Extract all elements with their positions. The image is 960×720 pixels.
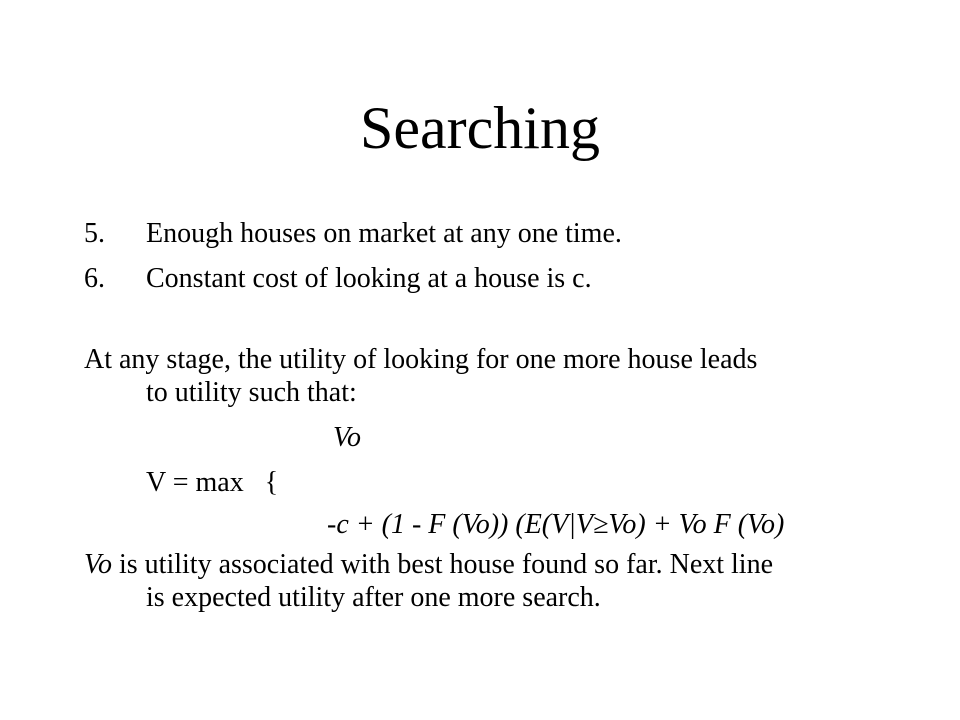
- note-line-1-text: is utility associated with best house found so far. Next line: [112, 549, 774, 580]
- note-line-1: [84, 548, 773, 582]
- note-variable: Vo: [84, 549, 112, 580]
- list-item-text: Constant cost of looking at a house is c.: [146, 263, 592, 294]
- note-line-2: is expected utility after one more search.: [146, 582, 601, 613]
- list-item-text: Enough houses on market at any one time.: [146, 218, 622, 249]
- list-item-number: 5.: [84, 218, 105, 249]
- paragraph-line-2: to utility such that:: [146, 377, 357, 408]
- slide-title: Searching: [360, 95, 600, 161]
- equation-lhs: [146, 466, 278, 500]
- equation-lhs-text: V = max: [146, 467, 244, 498]
- equation-option-vo: Vo: [333, 422, 361, 453]
- equation-brace: {: [264, 467, 279, 498]
- equation-option-search: -c + (1 - F (Vo)) (E(V|V≥Vo) + Vo F (Vo): [327, 509, 785, 540]
- paragraph-line-1: At any stage, the utility of looking for one more house leads: [84, 344, 758, 375]
- list-item-number: 6.: [84, 263, 105, 294]
